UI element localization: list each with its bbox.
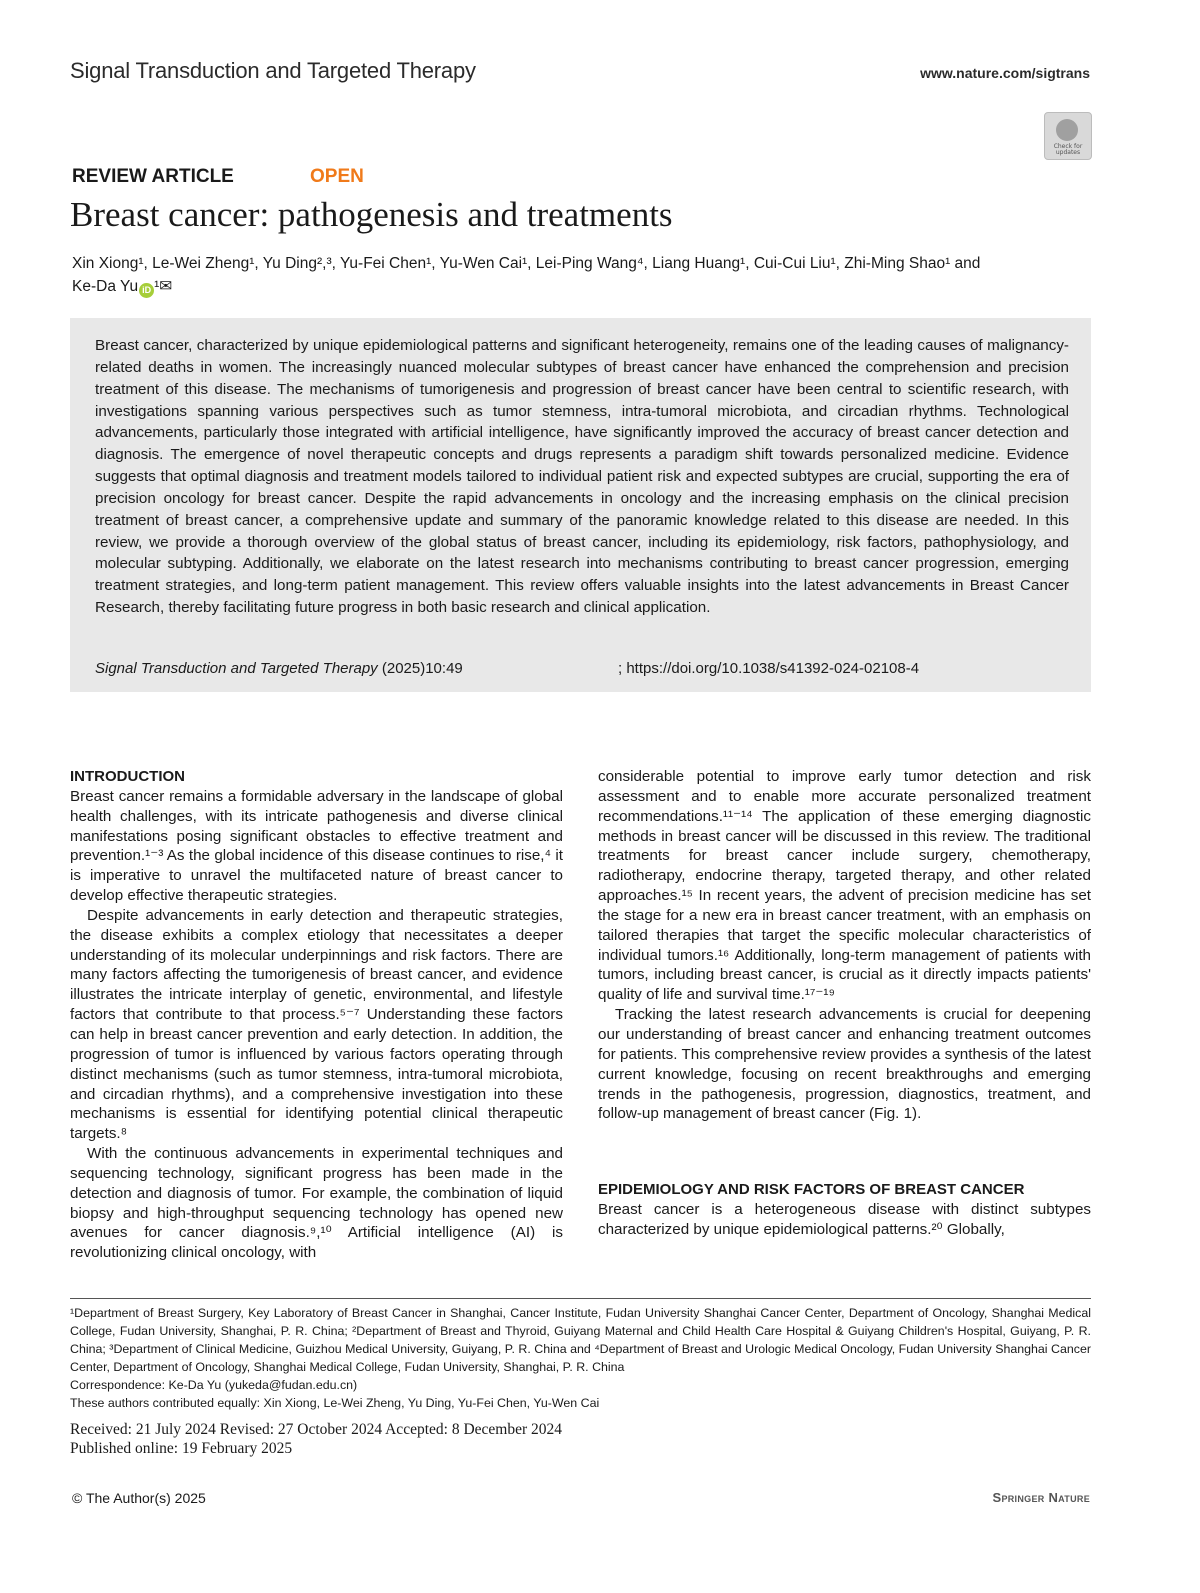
citation-volume: (2025)10:49: [381, 660, 463, 677]
intro-paragraph-1: Breast cancer remains a formidable adversary in the landscape of global health challenges, with its intricate pathogenesis and diverse clinical manifestations posing significant obstacles to effective treatment and prevention.¹⁻³ As the global incidence of this disease continues to rise,⁴ it is imperative to unravel the multifaceted nature of breast cancer to develop effective therapeutic strategies.: [70, 787, 563, 905]
author-corresponding[interactable]: Ke-Da Yu: [72, 278, 139, 295]
author-corresponding-marks: ¹✉: [154, 278, 173, 295]
copyright: © The Author(s) 2025: [72, 1490, 206, 1506]
check-for-updates-label: Check for updates: [1053, 143, 1083, 156]
check-for-updates-icon: [1056, 119, 1078, 141]
intro-paragraph-4: considerable potential to improve early tumor detection and risk assessment and to enable more accurate personalized treatment recommendations.¹¹⁻¹⁴ The application of these emerging diagnostic methods in breast cancer will be discussed in this review. The traditional treatments for breast cancer include surgery, chemotherapy, radiotherapy, endocrine therapy, targeted therapy, and other related approaches.¹⁵ In recent years, the advent of precision medicine has set the stage for a new era in breast cancer treatment, with an emphasis on tailored therapies that target the specific molecular characteristics of individual tumors.¹⁶ Additionally, long-term management of patients with tumors, including breast cancer, is crucial as it directly impacts patients' quality of life and survival time.¹⁷⁻¹⁹: [598, 768, 1091, 1004]
equal-contribution-note: These authors contributed equally: Xin Xiong, Le-Wei Zheng, Yu Ding, Yu-Fei Chen, Yu-Wen Cai: [70, 1396, 600, 1410]
authors-line-1: Xin Xiong¹, Le-Wei Zheng¹, Yu Ding²,³, Yu-Fei Chen¹, Yu-Wen Cai¹, Lei-Ping Wang⁴, Liang Huang¹, Cui-Cui Liu¹, Zhi-Ming Shao¹ and: [72, 255, 981, 272]
body-column-left: [70, 767, 563, 1263]
body-column-right: [598, 767, 1091, 1240]
authors-line-2: [72, 275, 1092, 298]
abstract-text: Breast cancer, characterized by unique epidemiological patterns and significant heterogeneity, remains one of the leading causes of malignancy-related deaths in women. The increasingly nuanced molecular subtypes of breast cancer have enhanced the comprehension and precision treatment of this disease. The mechanisms of tumorigenesis and progression of breast cancer have been central to scientific research, with investigations spanning various perspectives such as tumor stemness, intra-tumoral microbiota, and circadian rhythms. Technological advancements, particularly those integrated with artificial intelligence, have significantly improved the accuracy of breast cancer detection and diagnosis. The emergence of novel therapeutic concepts and drugs represents a paradigm shift towards personalized medicine. Evidence suggests that optimal diagnosis and treatment models tailored to individual patient risk and expected subtypes are crucial, supporting the era of precision oncology for breast cancer. Despite the rapid advancements in oncology and the increasing emphasis on the clinical precision treatment of breast cancer, a comprehensive update and summary of the panoramic knowledge related to this disease are needed. In this review, we provide a thorough overview of the global status of breast cancer, including its epidemiology, risk factors, pathophysiology, and molecular subtyping. Additionally, we elaborate on the latest research into mechanisms contributing to breast cancer progression, emerging treatment strategies, and long-term patient management. This review offers valuable insights into the latest advancements in Breast Cancer Research, thereby facilitating future progress in both basic research and clinical application.: [95, 337, 1069, 617]
published-online: Published online: 19 February 2025: [70, 1440, 293, 1457]
intro-paragraph-5: Tracking the latest research advancements is crucial for deepening our understanding of breast cancer and enhancing treatment outcomes for patients. This comprehensive review provides a synthesis of the latest current knowledge, focusing on recent breakthroughs and emerging trends in the pathogenesis, progression, diagnostics, treatment, and follow-up management of breast cancer (Fig. 1).: [598, 1006, 1091, 1123]
footnotes: [70, 1304, 1091, 1412]
publisher-logo: Springer Nature: [992, 1490, 1090, 1505]
intro-paragraph-2: Despite advancements in early detection and therapeutic strategies, the disease exhibits a complex etiology that necessitates a deeper understanding of its molecular underpinnings and risk factors. There are many factors affecting the tumorigenesis of breast cancer, and evidence illustrates the intricate interplay of genetic, environmental, and lifestyle factors that contribute to that process.⁵⁻⁷ Understanding these factors can help in breast cancer prevention and early detection. In addition, the progression of tumor is influenced by various factors operating through distinct mechanisms (such as tumor stemness, intra-tumoral microbiota, and circadian rhythms), and a comprehensive investigation into these mechanisms is essential for identifying potential clinical therapeutic targets.⁸: [70, 906, 563, 1143]
correspondence: Correspondence: Ke-Da Yu (yukeda@fudan.edu.cn): [70, 1378, 358, 1392]
received-revised-accepted: Received: 21 July 2024 Revised: 27 October 2024 Accepted: 8 December 2024: [70, 1421, 562, 1438]
article-dates: [70, 1420, 562, 1458]
epidemiology-paragraph-1: Breast cancer is a heterogeneous disease with distinct subtypes characterized by unique epidemiological patterns.²⁰ Globally,: [598, 1201, 1091, 1238]
doi-link[interactable]: ; https://doi.org/10.1038/s41392-024-02108-4: [618, 660, 920, 677]
article-title: Breast cancer: pathogenesis and treatments: [70, 195, 673, 234]
journal-website-link[interactable]: www.nature.com/sigtrans: [920, 65, 1090, 81]
journal-name: Signal Transduction and Targeted Therapy: [70, 58, 476, 83]
intro-paragraph-3: With the continuous advancements in experimental techniques and sequencing technology, significant progress has been made in the detection and diagnosis of tumor. For example, the combination of liquid biopsy and high-throughput sequencing technology has opened new avenues for cancer diagnosis.⁹,¹⁰ Artificial intelligence (AI) is revolutionizing clinical oncology, with: [70, 1145, 563, 1262]
open-access-label: OPEN: [310, 166, 364, 187]
author-list: [72, 252, 1092, 298]
affiliations: ¹Department of Breast Surgery, Key Laboratory of Breast Cancer in Shanghai, Cancer Institute, Fudan University Shanghai Cancer Center, Department of Oncology, Shanghai Medical College, Fudan University, Shanghai, P. R. China; ²Department of Breast and Thyroid, Guiyang Maternal and Child Health Care Hospital & Guiyang Children's Hospital, Guiyang, P. R. China; ³Department of Clinical Medicine, Guizhou Medical University, Guiyang, P. R. China and ⁴Department of Breast and Urologic Medical Oncology, Fudan University Shanghai Cancer Center, Department of Oncology, Shanghai Medical College, Fudan University, Shanghai, P. R. China: [70, 1306, 1091, 1374]
citation: [95, 660, 463, 677]
orcid-icon[interactable]: iD: [139, 283, 154, 298]
epidemiology-heading: EPIDEMIOLOGY AND RISK FACTORS OF BREAST CANCER: [598, 1181, 1025, 1199]
abstract-panel: [70, 318, 1091, 692]
article-type: REVIEW ARTICLE: [72, 166, 234, 187]
citation-journal: Signal Transduction and Targeted Therapy: [95, 660, 378, 677]
check-for-updates-badge[interactable]: [1044, 112, 1092, 160]
introduction-heading: INTRODUCTION: [70, 768, 185, 785]
footnote-divider: [70, 1298, 1091, 1299]
